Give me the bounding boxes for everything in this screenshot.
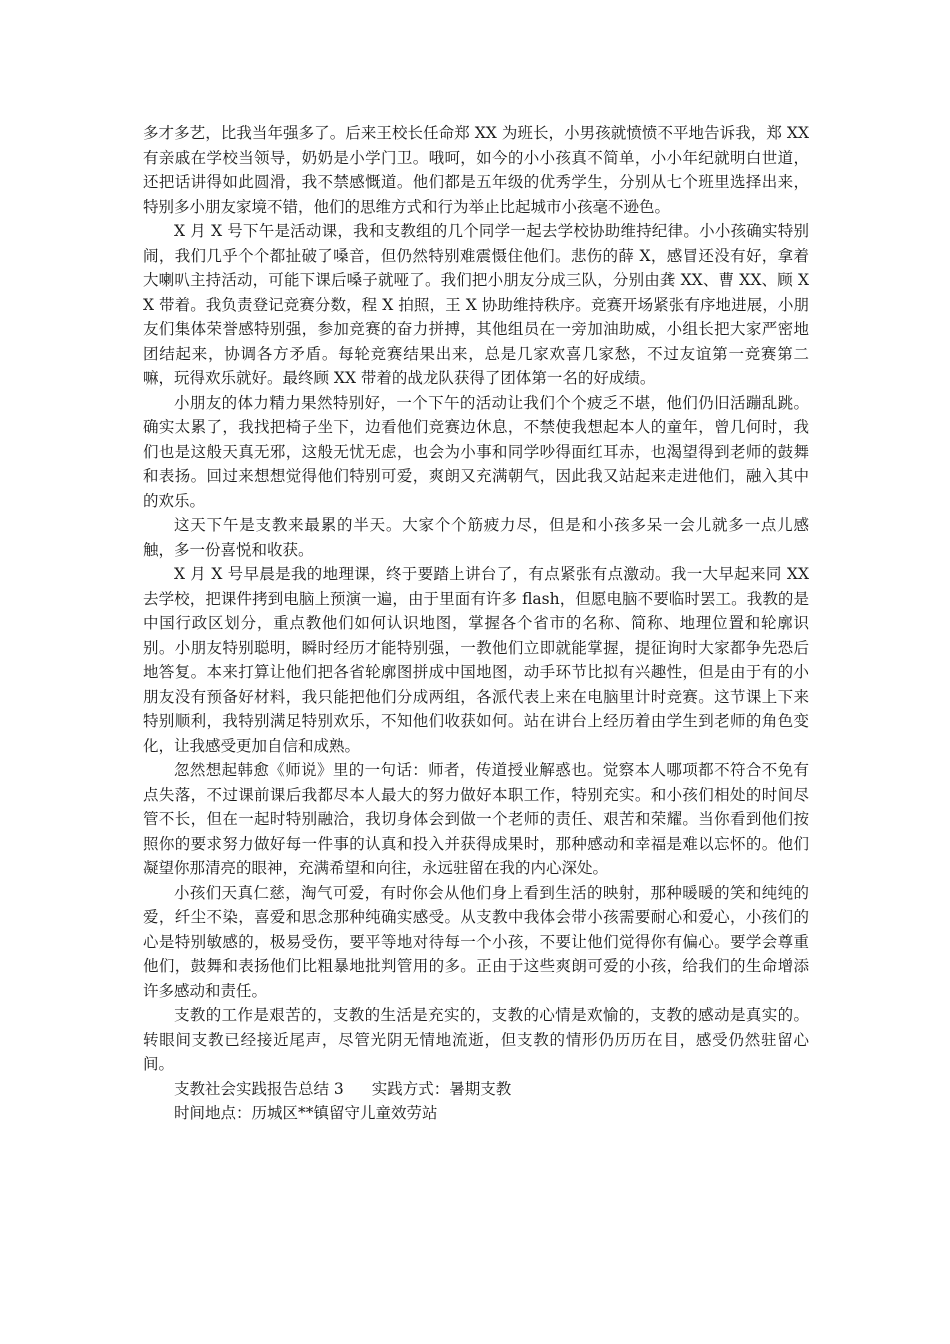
paragraph: X 月 X 号下午是活动课，我和支教组的几个同学一起去学校协助维持纪律。小小孩确实特别闹，我们几乎个个都扯破了嗓音，但仍然特别难震慑住他们。悲伤的薛 X，感冒还没有好，拿着大喇叭主持活动，可能下课后嗓子就哑了。我们把小朋友分成三队，分别由龚 XX、曹 XX、顾 XX 带着。我负责登记竞赛分数，程 X 拍照，王 X 协助维持秩序。竞赛开场紧张有序地进展，小朋友们集体荣誉感特别强，参加竞赛的奋力拼搏，其他组员在一旁加油助威，小组长把大家严密地团结起来，协调各方矛盾。每轮竞赛结果出来，总是几家欢喜几家愁，不过友谊第一竞赛第二嘛，玩得欢乐就好。最终顾 XX 带着的战龙队获得了团体第一名的好成绩。 xyxy=(143,222,809,387)
paragraph: 多才多艺，比我当年强多了。后来王校长任命郑 XX 为班长，小男孩就愤愤不平地告诉我，郑 XX 有亲戚在学校当领导，奶奶是小学门卫。哦呵，如今的小小孩真不简单，小小年纪就明白世道，还把话讲得如此圆滑，我不禁感慨道。他们都是五年级的优秀学生，分别从七个班里选择出来，特别多小朋友家境不错，他们的思维方式和行为举止比起城市小孩毫不逊色。 xyxy=(143,124,809,216)
report-title: 支教社会实践报告总结 3 xyxy=(174,1079,344,1098)
document-body xyxy=(143,121,809,1126)
time-place: 时间地点：历城区**镇留守儿童效劳站 xyxy=(174,1104,438,1122)
time-place-line xyxy=(143,1101,809,1126)
paragraph: 忽然想起韩愈《师说》里的一句话：师者，传道授业解惑也。觉察本人哪项都不符合不免有点失落，不过课前课后我都尽本人最大的努力做好本职工作，特别充实。和小孩们相处的时间尽管不长，但在一起时特别融洽，我切身体会到做一个老师的责任、艰苦和荣耀。当你看到他们按照你的要求努力做好每一件事的认真和投入并获得成果时，那种感动和幸福是难以忘怀的。他们凝望你那清亮的眼神，充满希望和向往，永远驻留在我的内心深处。 xyxy=(143,761,809,877)
paragraph: 支教的工作是艰苦的，支教的生活是充实的，支教的心情是欢愉的，支教的感动是真实的。转眼间支教已经接近尾声，尽管光阴无情地流逝，但支教的情形仍历历在目，感受仍然驻留心间。 xyxy=(143,1006,809,1073)
paragraph: 这天下午是支教来最累的半天。大家个个筋疲力尽，但是和小孩多呆一会儿就多一点儿感触，多一份喜悦和收获。 xyxy=(143,516,809,559)
paragraph: 小朋友的体力精力果然特别好，一个下午的活动让我们个个疲乏不堪，他们仍旧活蹦乱跳。确实太累了，我找把椅子坐下，边看他们竞赛边休息，不禁使我想起本人的童年，曾几何时，我们也是这般天真无邪，这般无忧无虑，也会为小事和同学吵得面红耳赤，也渴望得到老师的鼓舞和表扬。回过来想想觉得他们特别可爱，爽朗又充满朝气，因此我又站起来走进他们，融入其中的欢乐。 xyxy=(143,393,809,510)
report-heading-line xyxy=(143,1077,809,1102)
paragraph: 小孩们天真仁慈，淘气可爱，有时你会从他们身上看到生活的映射，那种暖暖的笑和纯纯的爱，纤尘不染，喜爱和思念那种纯确实感受。从支教中我体会带小孩需要耐心和爱心，小孩们的心是特别敏感的，极易受伤，要平等地对待每一个小孩，不要让他们觉得你有偏心。要学会尊重他们，鼓舞和表扬他们比粗暴地批判管用的多。正由于这些爽朗可爱的小孩，给我们的生命增添许多感动和责任。 xyxy=(143,883,809,1000)
paragraph: X 月 X 号早晨是我的地理课，终于要踏上讲台了，有点紧张有点激动。我一大早起来同 XX 去学校，把课件拷到电脑上预演一遍，由于里面有许多 flash，但愿电脑不要临时罢工。我教的是中国行政区划分，重点教他们如何认识地图，掌握各个省市的名称、简称、地理位置和轮廓识别。小朋友特别聪明，瞬时经历才能特别强，一教他们立即就能掌握，提征询时大家都争先恐后地答复。本来打算让他们把各省轮廓图拼成中国地图，动手环节比拟有兴趣性，但是由于有的小朋友没有预备好材料，我只能把他们分成两组，各派代表上来在电脑里计时竞赛。这节课上下来特别顺利，我特别满足特别欢乐，不知他们收获如何。站在讲台上经历着由学生到老师的角色变化，让我感受更加自信和成熟。 xyxy=(143,565,809,755)
practice-method: 实践方式：暑期支教 xyxy=(371,1079,512,1098)
